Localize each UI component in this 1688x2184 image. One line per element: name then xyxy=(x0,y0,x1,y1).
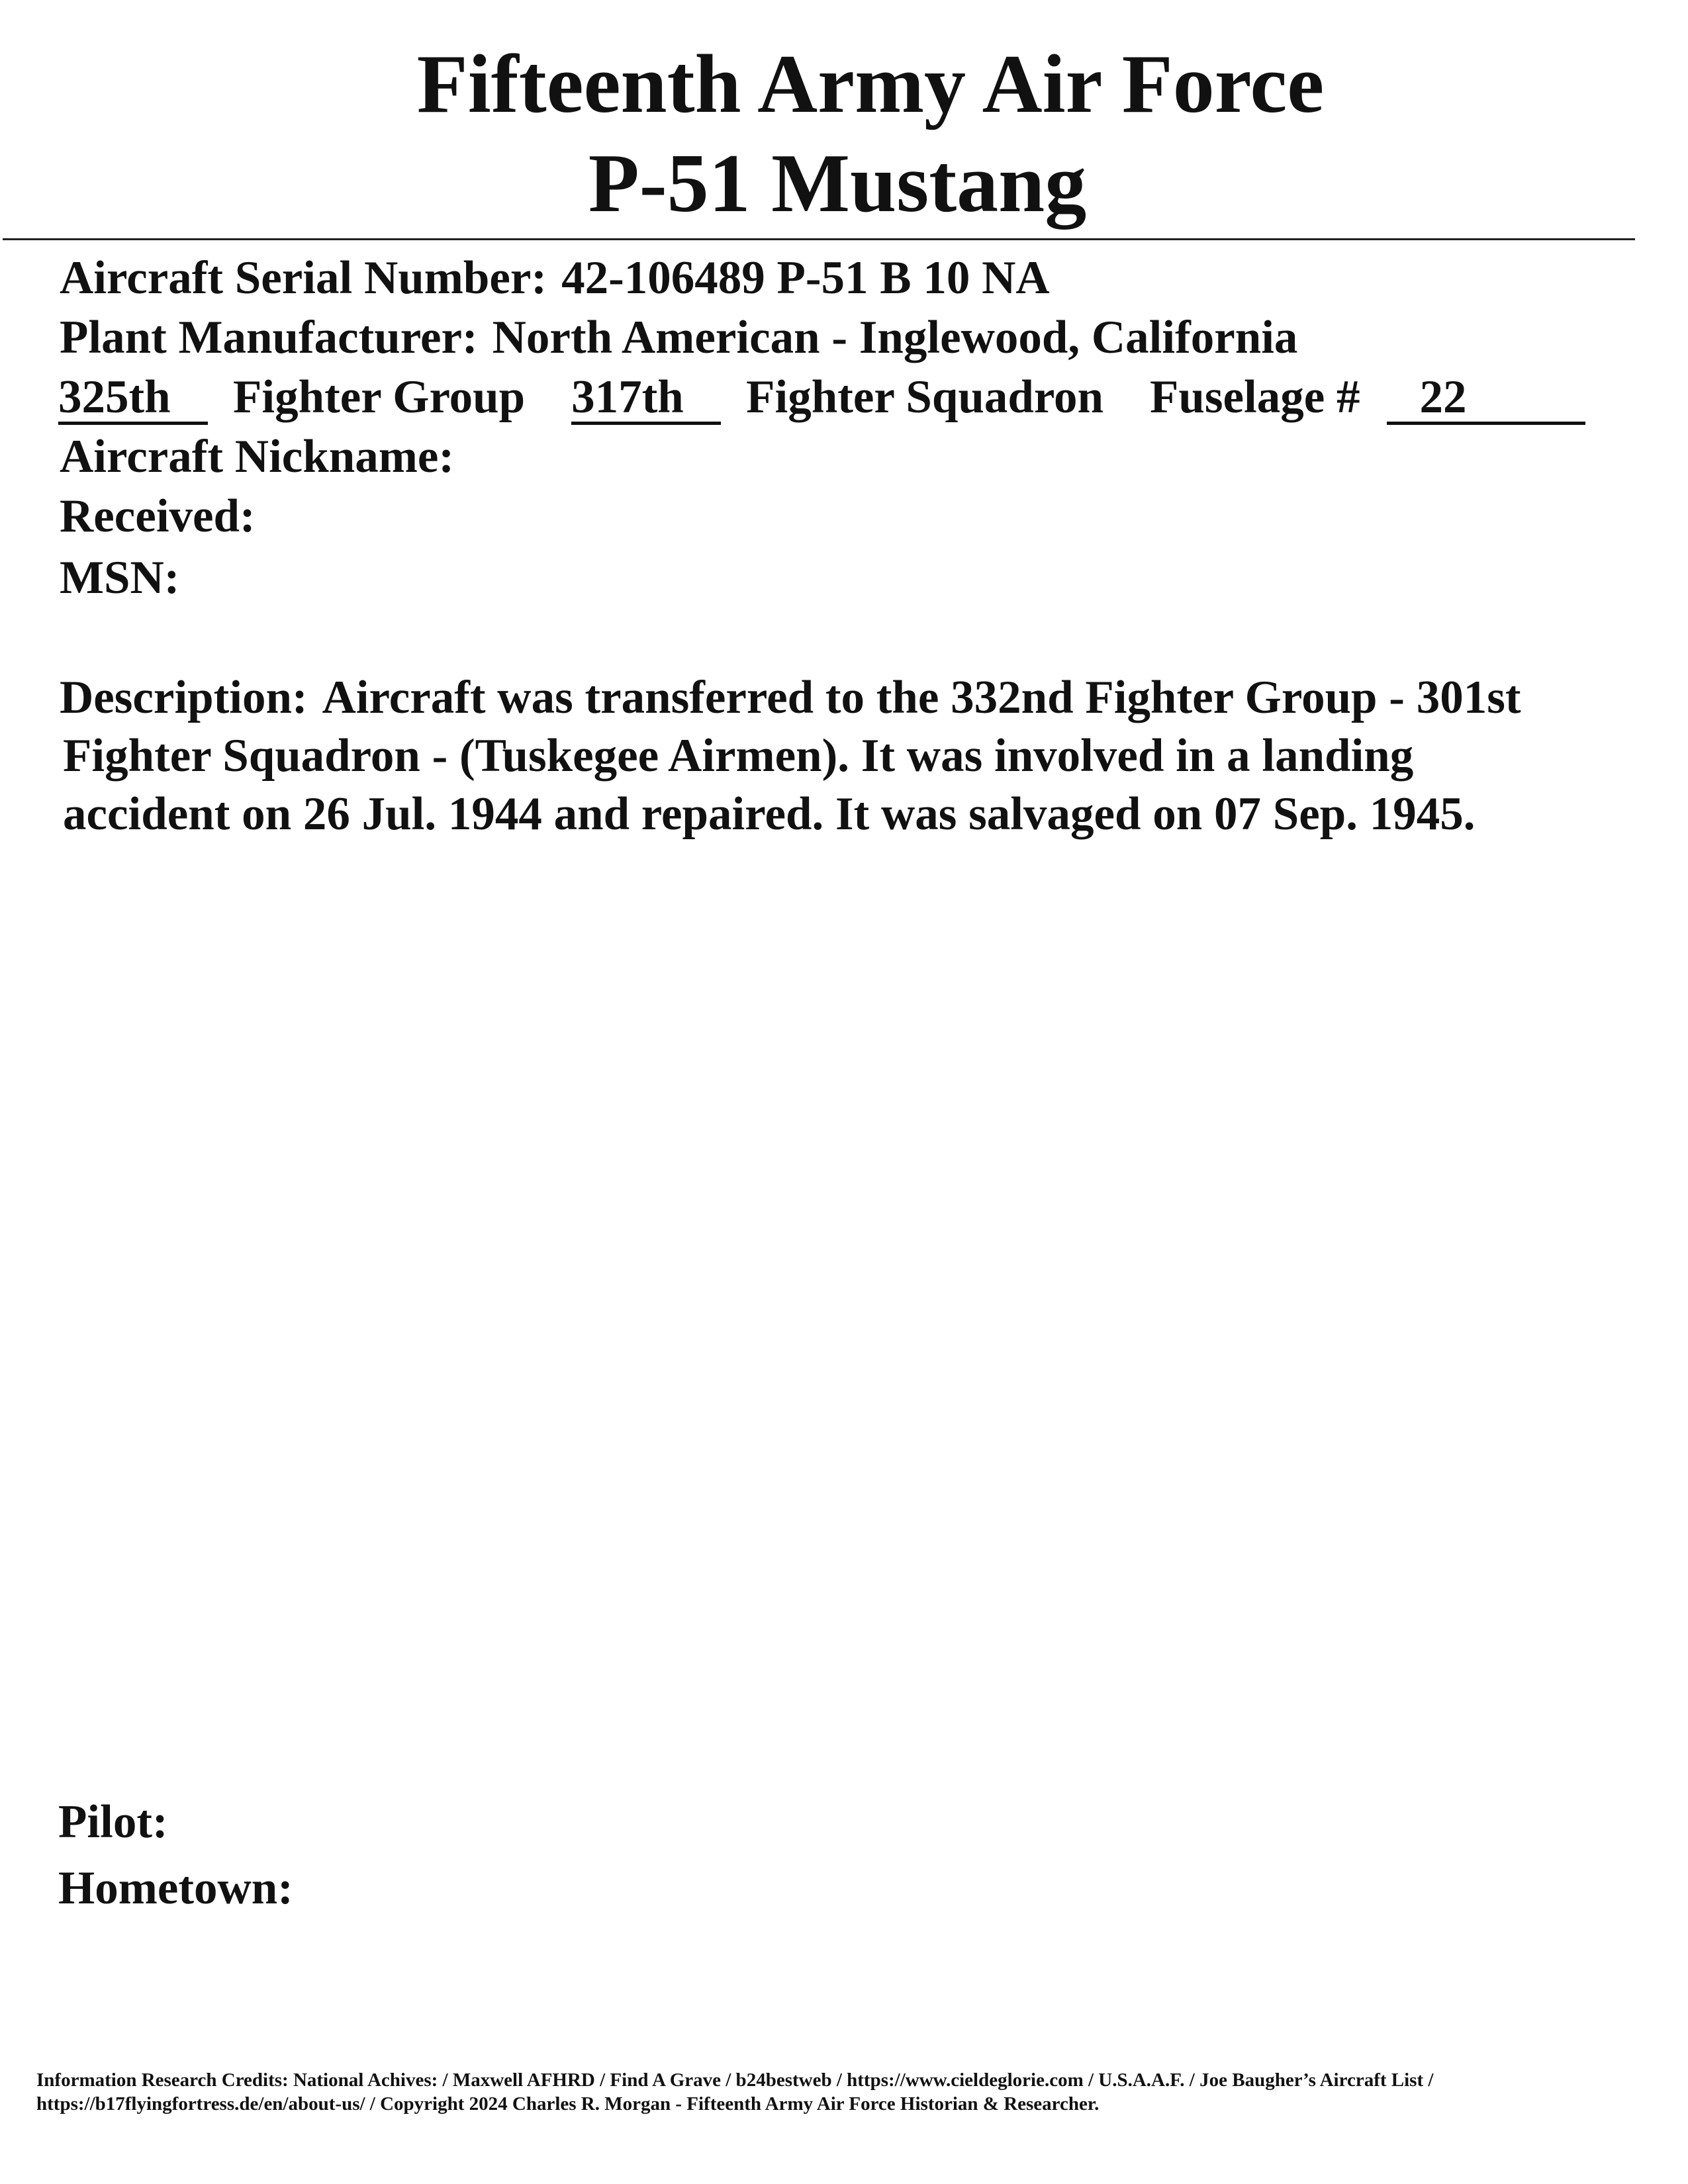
pilot-row xyxy=(58,1796,183,1848)
fighter-squadron-value: 317th xyxy=(571,377,721,425)
manufacturer-value: North American - Inglewood, California xyxy=(492,312,1298,363)
fighter-squadron-label: Fighter Squadron xyxy=(746,371,1104,423)
description-text-line: Aircraft was transferred to the 332nd Fighter Group - 301st xyxy=(322,672,1521,723)
description-block xyxy=(60,668,1635,843)
header-divider xyxy=(3,238,1635,240)
received-label: Received: xyxy=(60,490,256,542)
aircraft-type-title: P-51 Mustang xyxy=(588,138,1087,230)
manufacturer-label: Plant Manufacturer: xyxy=(60,312,478,363)
serial-number-row xyxy=(60,252,1050,304)
fuselage-label: Fuselage # xyxy=(1150,371,1360,423)
serial-number-label: Aircraft Serial Number: xyxy=(60,252,547,304)
credits-footer xyxy=(36,2068,1665,2116)
serial-number-value: 42-106489 P-51 B 10 NA xyxy=(561,252,1050,304)
description-text-line: accident on 26 Jul. 1944 and repaired. It was salvaged on 07 Sep. 1945. xyxy=(63,788,1476,840)
pilot-label: Pilot: xyxy=(58,1796,168,1848)
description-text-line: Fighter Squadron - (Tuskegee Airmen). It was involved in a landing xyxy=(63,730,1414,782)
document-title: Fifteenth Army Air Force xyxy=(416,38,1325,130)
manufacturer-row xyxy=(60,314,1297,361)
msn-label: MSN: xyxy=(60,552,180,604)
hometown-label: Hometown: xyxy=(58,1862,293,1914)
fuselage-value: 22 xyxy=(1387,377,1585,425)
nickname-label: Aircraft Nickname: xyxy=(60,431,455,482)
description-label: Description: xyxy=(60,672,308,723)
fighter-group-label: Fighter Group xyxy=(233,371,526,423)
hometown-row xyxy=(58,1862,308,1914)
msn-row xyxy=(60,552,194,604)
credits-line: https://b17flyingfortress.de/en/about-us/ / Copyright 2024 Charles R. Morgan - Fifteenth Army Air Force Historian & Researcher. xyxy=(36,2093,1100,2115)
received-row xyxy=(60,490,270,542)
nickname-row xyxy=(60,433,469,480)
fighter-group-value: 325th xyxy=(58,377,208,425)
unit-row xyxy=(58,371,1585,425)
credits-line: Information Research Credits: National Achives: / Maxwell AFHRD / Find A Grave / b24bestweb / https://www.cieldeglorie.com / U.S.A.A.F. / Joe Baugher’s Aircraft List / xyxy=(36,2070,1434,2091)
